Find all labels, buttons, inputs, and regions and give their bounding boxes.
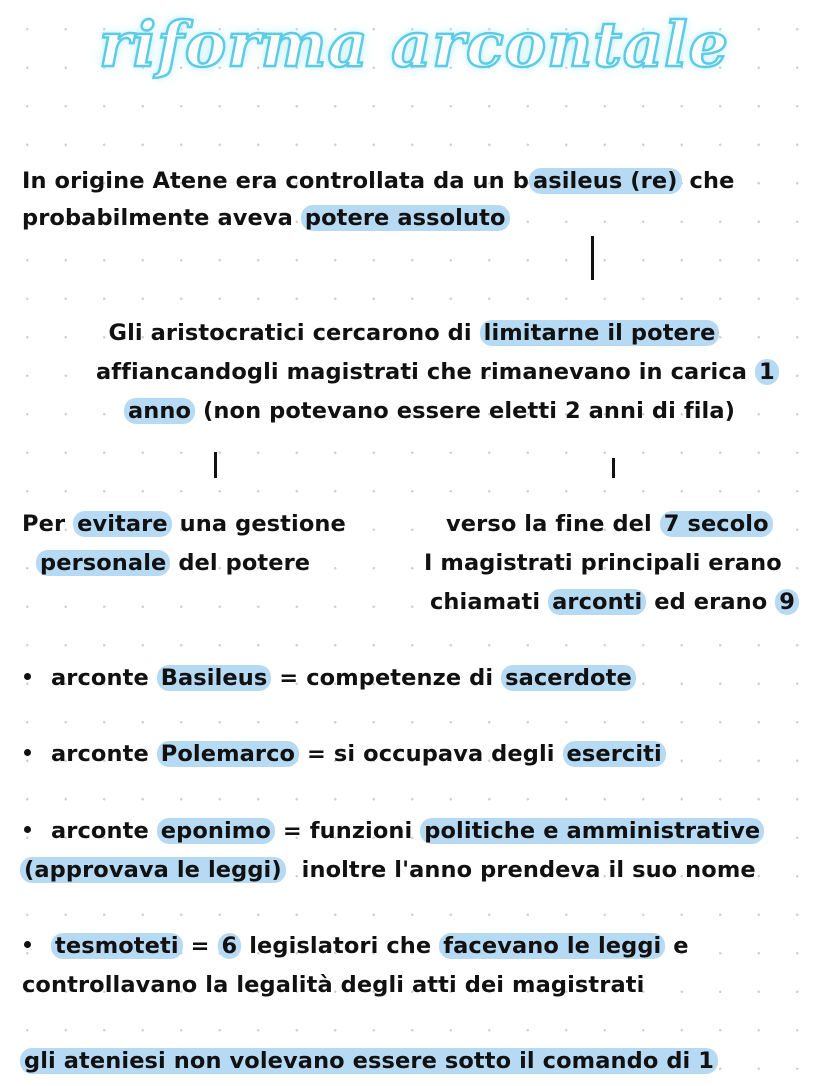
connector-line xyxy=(591,236,594,280)
right-line-1 xyxy=(446,509,773,539)
center-line-3 xyxy=(124,396,735,426)
bullet-text: = funzioni xyxy=(274,818,421,844)
right-line-2 xyxy=(424,548,782,578)
footer-line xyxy=(20,1046,718,1076)
highlight-basileus-2: Basileus xyxy=(157,665,272,691)
highlight-polemarco: Polemarco xyxy=(157,741,299,767)
bullet-basileus xyxy=(24,663,636,693)
center-text: Gli aristocratici cercarono di xyxy=(108,320,480,346)
intro-line-1 xyxy=(22,166,734,196)
highlight-facevano: facevano le leggi xyxy=(439,933,665,959)
bullet-eponimo-line-2 xyxy=(20,855,756,885)
highlight-sacerdote: sacerdote xyxy=(501,665,636,691)
highlight-tesmoteti: tesmoteti xyxy=(51,933,183,959)
highlight-anno: anno xyxy=(124,398,195,424)
intro-line-2 xyxy=(22,203,510,233)
bullet-text: = si occupava degli xyxy=(299,741,563,767)
highlight-1: 1 xyxy=(755,359,779,385)
highlight-politiche: politiche e amministrative xyxy=(420,818,764,844)
center-line-1 xyxy=(0,318,828,348)
highlight-7-secolo: 7 secolo xyxy=(660,511,773,537)
highlight-arconti: arconti xyxy=(548,589,646,615)
highlight-6: 6 xyxy=(218,933,242,959)
center-text: affiancandogli magistrati che rimanevano in carica xyxy=(96,359,755,385)
bullet-dot-icon xyxy=(24,749,31,756)
left-line-1 xyxy=(22,509,346,539)
bullet-text: inoltre l'anno prendeva il suo nome xyxy=(285,857,756,883)
bullet-text: arconte xyxy=(51,741,157,767)
highlight-footer: gli ateniesi non volevano essere sotto il comando di 1 xyxy=(20,1048,718,1074)
bullet-eponimo xyxy=(24,816,764,846)
bullet-text: arconte xyxy=(51,818,157,844)
left-text: Per xyxy=(22,511,74,537)
right-text: ed erano xyxy=(646,589,776,615)
highlight-limitarne: limitarne il potere xyxy=(480,320,720,346)
intro-text: che xyxy=(681,168,735,194)
left-line-2 xyxy=(36,548,310,578)
highlight-eponimo: eponimo xyxy=(157,818,275,844)
highlight-personale: personale xyxy=(36,550,170,576)
highlight-eserciti: eserciti xyxy=(563,741,666,767)
bullet-text: arconte xyxy=(51,665,157,691)
bullet-dot-icon xyxy=(24,673,31,680)
bullet-tesmoteti-line-2 xyxy=(22,970,644,1000)
connector-line-left xyxy=(214,452,217,478)
bullet-text: = xyxy=(182,933,218,959)
bullet-text: = competenze di xyxy=(271,665,502,691)
bullet-tesmoteti xyxy=(24,931,689,961)
highlight-approvava: (approvava le leggi) xyxy=(20,857,286,883)
highlight-potere-assoluto: potere assoluto xyxy=(301,205,510,231)
highlight-evitare: evitare xyxy=(73,511,172,537)
highlight-basileus: asileus (re) xyxy=(529,168,682,194)
left-text: del potere xyxy=(170,550,311,576)
left-text: una gestione xyxy=(171,511,346,537)
right-text: chiamati xyxy=(430,589,549,615)
intro-text: In origine Atene era controllata da un b xyxy=(22,168,529,194)
bullet-dot-icon xyxy=(24,826,31,833)
center-text: (non potevano essere eletti 2 anni di fila) xyxy=(195,398,736,424)
bullet-text: legislatori che xyxy=(241,933,440,959)
bullet-dot-icon xyxy=(24,941,31,948)
connector-line-right xyxy=(612,458,615,478)
intro-text: probabilmente aveva xyxy=(22,205,301,231)
right-text: I magistrati principali erano xyxy=(424,550,782,576)
bullet-text: e xyxy=(665,933,689,959)
right-text: verso la fine del xyxy=(446,511,660,537)
page-title: riforma arcontale xyxy=(98,8,730,81)
bullet-polemarco xyxy=(24,739,666,769)
right-line-3 xyxy=(430,587,799,617)
highlight-9: 9 xyxy=(775,589,799,615)
bullet-text: controllavano la legalità degli atti dei magistrati xyxy=(22,972,645,998)
center-line-2 xyxy=(96,357,779,387)
